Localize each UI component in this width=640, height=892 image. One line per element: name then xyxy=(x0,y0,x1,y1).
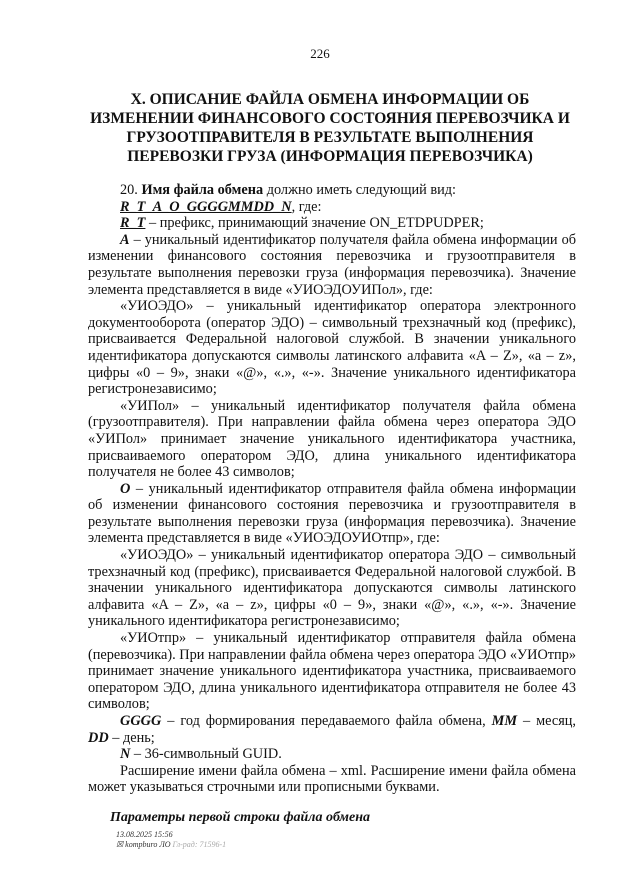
key-n: N xyxy=(120,746,131,763)
key-mm: MM xyxy=(491,713,518,729)
subheading: Параметры первой строки файла обмена xyxy=(110,810,370,825)
filename-pattern-line: R_T_A_O_GGGGMMDD_N, где: xyxy=(120,198,322,215)
definition-a-uipol: «УИПол» – уникальный идентификатор получателя файла обмена (грузоотправителя). При направлении файла обмена через оператора ЭДО «УИПол» принимает значение уникального идентификатора участника, присваиваемого оператором ЭДО, длина уникального идентификатора получателя не более 43 символов; xyxy=(88,397,576,481)
stamp-date: 13.08.2025 15:56 xyxy=(116,830,173,839)
key-rt: R_T xyxy=(120,215,146,232)
definition-gggg: GGGG – год формирования передаваемого файла обмена, MM – месяц, DD – день; xyxy=(88,713,577,746)
definition-o-uioedo: «УИОЭДО» – уникальный идентификатор оператора ЭДО – символьный трехзначный код (префикс), присваивается Федеральной налоговой службой. В значении уникального идентификатора допускаются символы латинского алфавита «A – Z», «a – z», цифры «0 – 9», знаки «@», «.», «-». Значение уникального идентификатора регистронезависимо; xyxy=(88,547,576,630)
paragraph-number: 20. xyxy=(120,182,142,198)
extension-paragraph: Расширение имени файла обмена – xml. Расширение имени файла обмена может указываться строчными или прописными буквами. xyxy=(88,762,576,796)
user-icon: ☒ xyxy=(116,840,124,849)
paragraph-20: 20. Имя файла обмена должно иметь следующий вид: xyxy=(120,182,456,198)
document-body xyxy=(88,182,576,796)
stamp-ghost-text: Гл-рад: 71596-1 xyxy=(172,840,227,849)
definition-o: O – уникальный идентификатор отправителя файла обмена информации об изменении финансового состояния перевозчика и грузоотправителя в результате выполнения перевозки груза (информация перевозчика). Значение элемента представляется в виде «УИОЭДОУИОтпр», где: xyxy=(88,480,576,547)
section-title: X. ОПИСАНИЕ ФАЙЛА ОБМЕНА ИНФОРМАЦИИ ОБ ИЗМЕНЕНИИ ФИНАНСОВОГО СОСТОЯНИЯ ПЕРЕВОЗЧИКА И ГРУЗООТПРАВИТЕЛЯ В РЕЗУЛЬТАТЕ ВЫПОЛНЕНИЯ ПЕРЕВОЗКИ ГРУЗА (ИНФОРМАЦИЯ ПЕРЕВОЗЧИКА) xyxy=(90,91,570,165)
definition-n: N – 36-символьный GUID. xyxy=(120,746,282,763)
stamp-user: kompburo ЛО xyxy=(125,840,171,849)
definition-rt: R_T – префикс, принимающий значение ON_ETDPUDPER; xyxy=(120,215,484,232)
definition-o-uiotpr: «УИОтпр» – уникальный идентификатор отправителя файла обмена (перевозчика). При направлении файла обмена через оператора ЭДО «УИОтпр» принимает значение уникального идентификатора участника, присваиваемого оператором ЭДО, длина уникального идентификатора отправителя не более 43 символов; xyxy=(88,630,576,713)
page-number: 226 xyxy=(310,46,330,61)
key-o: O xyxy=(120,480,131,497)
key-gggg: GGGG xyxy=(120,713,162,729)
term-file-name: Имя файла обмена xyxy=(141,182,264,198)
definition-a-uioedo: «УИОЭДО» – уникальный идентификатор оператора электронного документооборота (оператор ЭДО) – символьный трехзначный код (префикс), присваивается Федеральной налоговой службой. В значении уникального идентификатора допускаются символы латинского алфавита «A – Z», «a – z», цифры «0 – 9», знаки «@», «.», «-». Значение уникального идентификатора регистронезависимо; xyxy=(88,298,576,398)
definition-a: A – уникальный идентификатор получателя файла обмена информации об изменении финансового состояния перевозчика и грузоотправителя в результате выполнения перевозки груза (информация перевозчика). Значение элемента представляется в виде «УИОЭДОУИПол», где: xyxy=(88,231,576,298)
key-dd: DD xyxy=(88,729,109,746)
filename-pattern: R_T_A_O_GGGGMMDD_N xyxy=(120,198,292,215)
print-stamp xyxy=(116,830,226,850)
key-a: A xyxy=(120,231,130,248)
